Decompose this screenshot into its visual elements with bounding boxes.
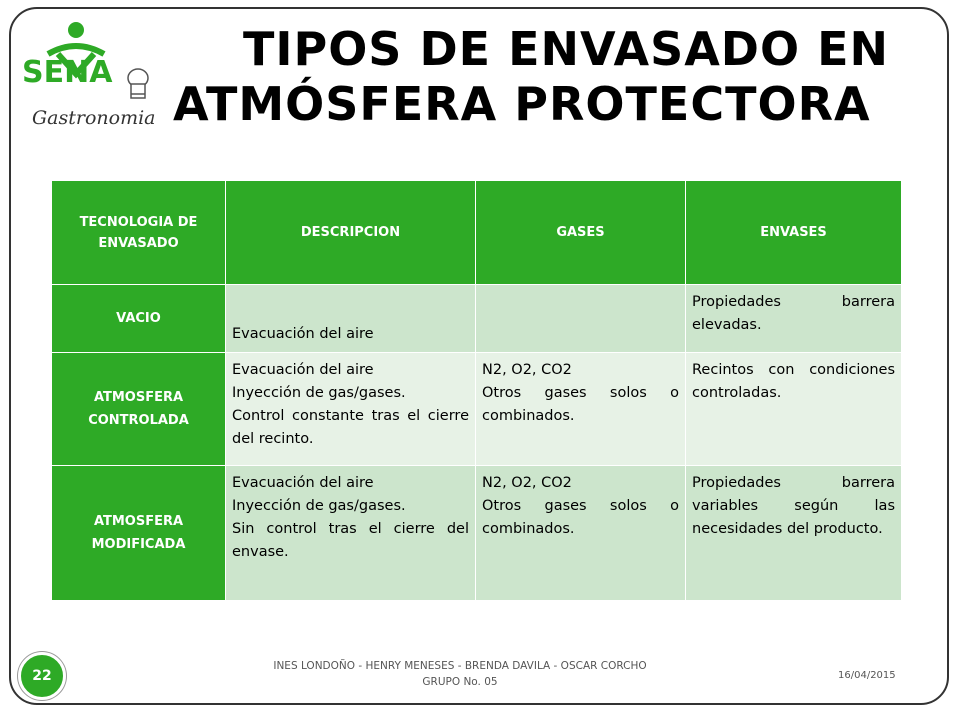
table-row bbox=[52, 285, 902, 353]
page-number-badge: 22 bbox=[18, 652, 66, 700]
header-envases: ENVASES bbox=[686, 181, 902, 285]
packaging-table bbox=[51, 180, 902, 601]
title-line-2: ATMÓSFERA PROTECTORA bbox=[173, 77, 871, 131]
row-label: VACIO bbox=[52, 285, 226, 353]
row-label: ATMOSFERA CONTROLADA bbox=[52, 353, 226, 466]
cell-descripcion: Evacuación del aire Inyección de gas/gases. Control constante tras el cierre del recinto. bbox=[226, 353, 476, 466]
page-title bbox=[165, 22, 945, 132]
table-row bbox=[52, 353, 902, 466]
cell-descripcion: Evacuación del aire bbox=[226, 285, 476, 353]
cell-descripcion: Evacuación del aire Inyección de gas/gases. Sin control tras el cierre del envase. bbox=[226, 466, 476, 601]
logo-sub-text: Gastronomia bbox=[32, 107, 156, 129]
header-tecnologia: TECNOLOGIA DE ENVASADO bbox=[52, 181, 226, 285]
chef-hat-icon bbox=[128, 69, 148, 98]
logo-brand-text: SENA bbox=[22, 55, 113, 90]
cell-gases: N2, O2, CO2 Otros gases solos o combinados. bbox=[476, 353, 686, 466]
title-line-1: TIPOS DE ENVASADO EN bbox=[243, 22, 890, 76]
table-row bbox=[52, 466, 902, 601]
sena-gastronomia-logo bbox=[18, 18, 168, 138]
header-descripcion: DESCRIPCION bbox=[226, 181, 476, 285]
footer-date: 16/04/2015 bbox=[838, 670, 896, 681]
cell-envases: Propiedades barrera variables según las necesidades del producto. bbox=[686, 466, 902, 601]
footer-authors: INES LONDOÑO - HENRY MENESES - BRENDA DAVILA - OSCAR CORCHO bbox=[273, 660, 647, 672]
footer-group: GRUPO No. 05 bbox=[422, 676, 498, 688]
cell-gases: N2, O2, CO2 Otros gases solos o combinados. bbox=[476, 466, 686, 601]
cell-envases: Recintos con condiciones controladas. bbox=[686, 353, 902, 466]
header-row bbox=[52, 181, 902, 285]
footer-credits bbox=[235, 658, 685, 690]
header-gases: GASES bbox=[476, 181, 686, 285]
cell-envases: Propiedades barrera elevadas. bbox=[686, 285, 902, 353]
row-label: ATMOSFERA MODIFICADA bbox=[52, 466, 226, 601]
cell-gases bbox=[476, 285, 686, 353]
